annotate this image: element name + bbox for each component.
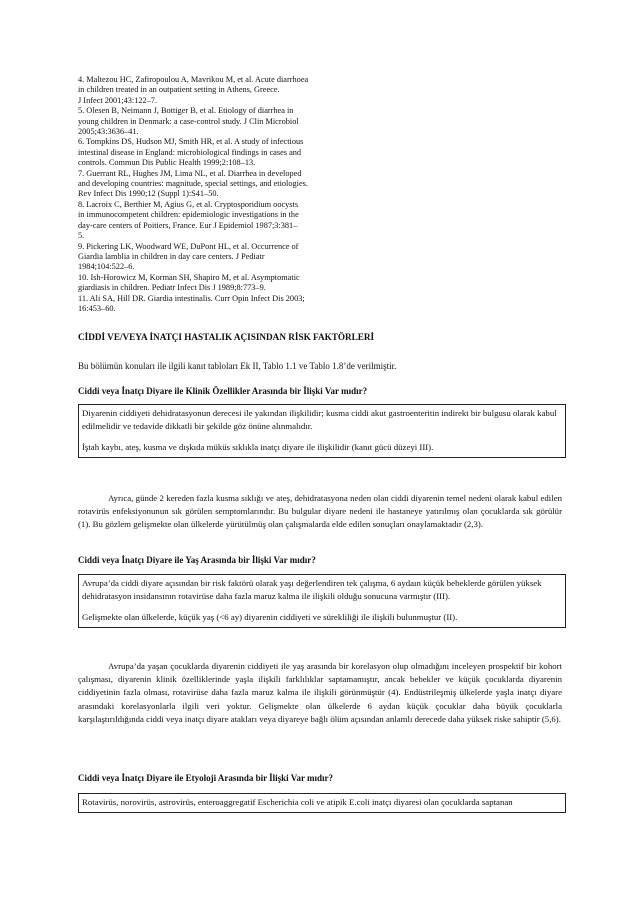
reference-item: 4. Maltezou HC, Zafiropoulou A, Mavrikou M, et al. Acute diarrhoea in children treated in an outpatient setting in Athens, Greece. J Infect 2001;43:122–7. xyxy=(78,75,309,105)
reference-item: 6. Tompkins DS, Hudson MJ, Smith HR, et al. A study of infectious intestinal disease in England: microbiological findings in cases and controls. Commun Dis Public Health 1999;2:108–13. xyxy=(78,137,304,168)
reference-list xyxy=(78,75,328,314)
evidence-statement: Gelişmekte olan ülkelerde, küçük yaş (<6 ay) diyarenin ciddiyeti ve sürekliliği ile ilişkili bulunmuştur (II). xyxy=(82,611,458,622)
evidence-statement: İştah kaybı, ateş, kusma ve dışkıda müküs sıklıkla inatçı diyare ile ilişkilidir (kanıt gücü düzeyi III). xyxy=(82,441,434,452)
reference-item: 7. Guerrant RL, Hughes JM, Lima NL, et al. Diarrhea in developed and developing countries: magnitude, special settings, and etiologies. Rev Infect Dis 1990;12 (Suppl 1):S41–50. xyxy=(78,168,308,199)
question-2-title: Ciddi veya İnatçı Diyare ile Yaş Arasında bir İlişki Var mıdır? xyxy=(78,555,316,565)
intro-text: Bu bölümün konuları ile ilgili kanıt tabloları Ek II, Tablo 1.1 ve Tablo 1.8’de verilmiştir. xyxy=(78,361,397,371)
evidence-box-3 xyxy=(78,793,566,813)
reference-item: 5. Olesen B, Neimann J, Bottiger B, et al. Etiology of diarrhea in young children in Denmark: a case-control study. J Clin Microbiol 2005;43:3636–41. xyxy=(78,106,299,137)
question-3-title: Ciddi veya İnatçı Diyare ile Etyoloji Arasında bir İlişki Var mıdır? xyxy=(78,773,334,783)
reference-item: 10. Ish-Horowicz M, Korman SH, Shapiro M, et al. Asymptomatic giardiasis in children. Pediatr Infect Dis J 1989;8:773–9. xyxy=(78,272,300,293)
question-1-title: Ciddi veya İnatçı Diyare ile Klinik Özellikler Arasında bir İlişki Var mıdır? xyxy=(78,386,368,396)
reference-item: 9. Pickering LK, Woodward WE, DuPont HL, et al. Occurrence of Giardia lamblia in children in day care centers. J Pediatr 1984;104:522–6. xyxy=(78,241,299,272)
evidence-statement: Diyarenin ciddiyeti dehidratasyonun derecesi ile yakından ilişkilidir; kusma ciddi akut gastroenteritin indirekt bir bulgusu olarak kabul edilmelidir ve tedavide dikkatli bir şekilde göz önüne alınmalıdır. xyxy=(82,408,557,432)
reference-item: 11. Ali SA, Hill DR. Giardia intestinalis. Curr Opin Infect Dis 2003; 16:453–60. xyxy=(78,293,305,313)
evidence-statement: Rotavirüs, norovirüs, astrovirüs, enteroaggregatif Escherichia coli ve atipik E.coli inatçı diyaresi olan çocuklarda saptanan xyxy=(82,797,513,807)
reference-item: 8. Lacroix C, Berthier M, Agius G, et al. Cryptosporidium oocysts in immunocompetent children: epidemiologic investigations in the day-care centers of Poitiers, France. Eur J Epidemiol 1987;3:381– 5. xyxy=(78,199,299,241)
evidence-box-1 xyxy=(78,404,566,458)
section-title: CİDDİ VE/VEYA İNATÇI HASTALIK AÇISINDAN RİSK FAKTÖRLERİ xyxy=(78,332,375,342)
body-paragraph: Avrupa’da yaşan çocuklarda diyarenin ciddiyeti ile yaş arasında bir korelasyon olup olmadığını inceleyen prospektif bir kohort çalışması, diyarenin klinik özelliklerinde yaşla ilişkili farklılıklar saptamamıştır, ancak bebekler ve küçük çocuklarda diyarenin ciddiyetinin fazla olması, rotavirüse daha fazla maruz kalma ile ilişkili görünmüştür (4). Endüstrileşmiş ülkelerde yaşla inatçı diyare arasındaki korelasyonlarla ilgili veri yoktur. Gelişmekte olan ülkelerde 6 aydan küçük çocuklar daha büyük çocuklarla karşılaştırıldığında ciddi veya inatçı diyare atakları veya diyareye bağlı ölüm açısından anlamlı derecede daha yüksek riske sahiptir (5,6). xyxy=(78,661,562,724)
body-paragraph: Ayrıca, günde 2 kereden fazla kusma sıklığı ve ateş, dehidratasyona neden olan ciddi diyarenin temel nedeni olarak kabul edilen rotavirüs enfeksiyonunun sık görülen semptomlarındır. Bu bulgular diyare nedeni ile hastaneye yatırılmış olan çocuklarda sık görülür (1). Bu gözlem gelişmekte olan ülkelerde yürütülmüş olan çalışmalarda elde edilen sonuçları onaylamaktadır (2,3). xyxy=(78,493,562,530)
evidence-box-2 xyxy=(78,574,566,628)
evidence-statement: Avrupa’da ciddi diyare açısından bir risk faktörü olarak yaşı değerlendiren tek çalışma, 6 aydaın küçük bebeklerde görülen yüksek dehidratasyon insidansının rotavirüse daha fazla maruz kalma ile ilişkili olduğu sonucuna varmıştır (III). xyxy=(82,578,542,602)
